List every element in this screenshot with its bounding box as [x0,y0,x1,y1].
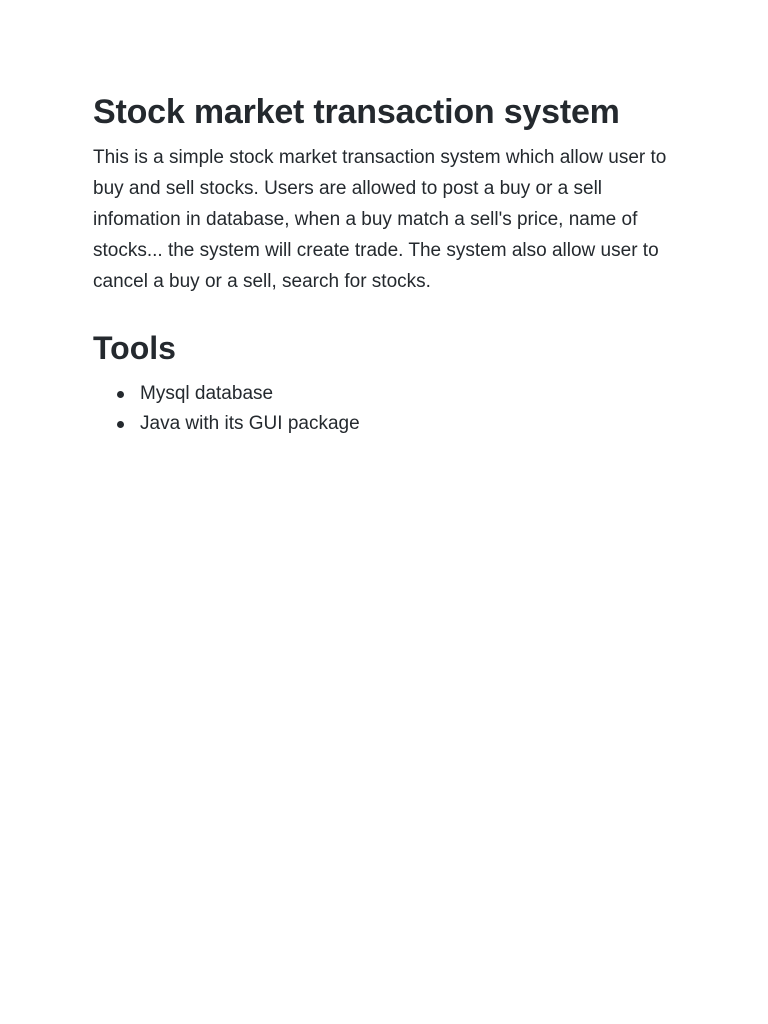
list-item-label: Java with its GUI package [140,413,360,434]
bullet-icon [117,391,124,398]
description-paragraph: This is a simple stock market transaction system which allow user to buy and sell stocks. Users are allowed to post a buy or a sell infomation in database, when a buy match a sell's price, name of stocks... the system will create trade. The system also allow user to cancel a buy or a sell, search for stocks. [93,147,667,292]
list-item-label: Mysql database [140,383,274,404]
list-item [117,409,676,439]
page-title: Stock market transaction system [93,93,620,131]
tools-heading: Tools [93,330,176,366]
list-item [117,379,676,409]
bullet-icon [117,421,124,428]
tools-list [93,379,676,439]
